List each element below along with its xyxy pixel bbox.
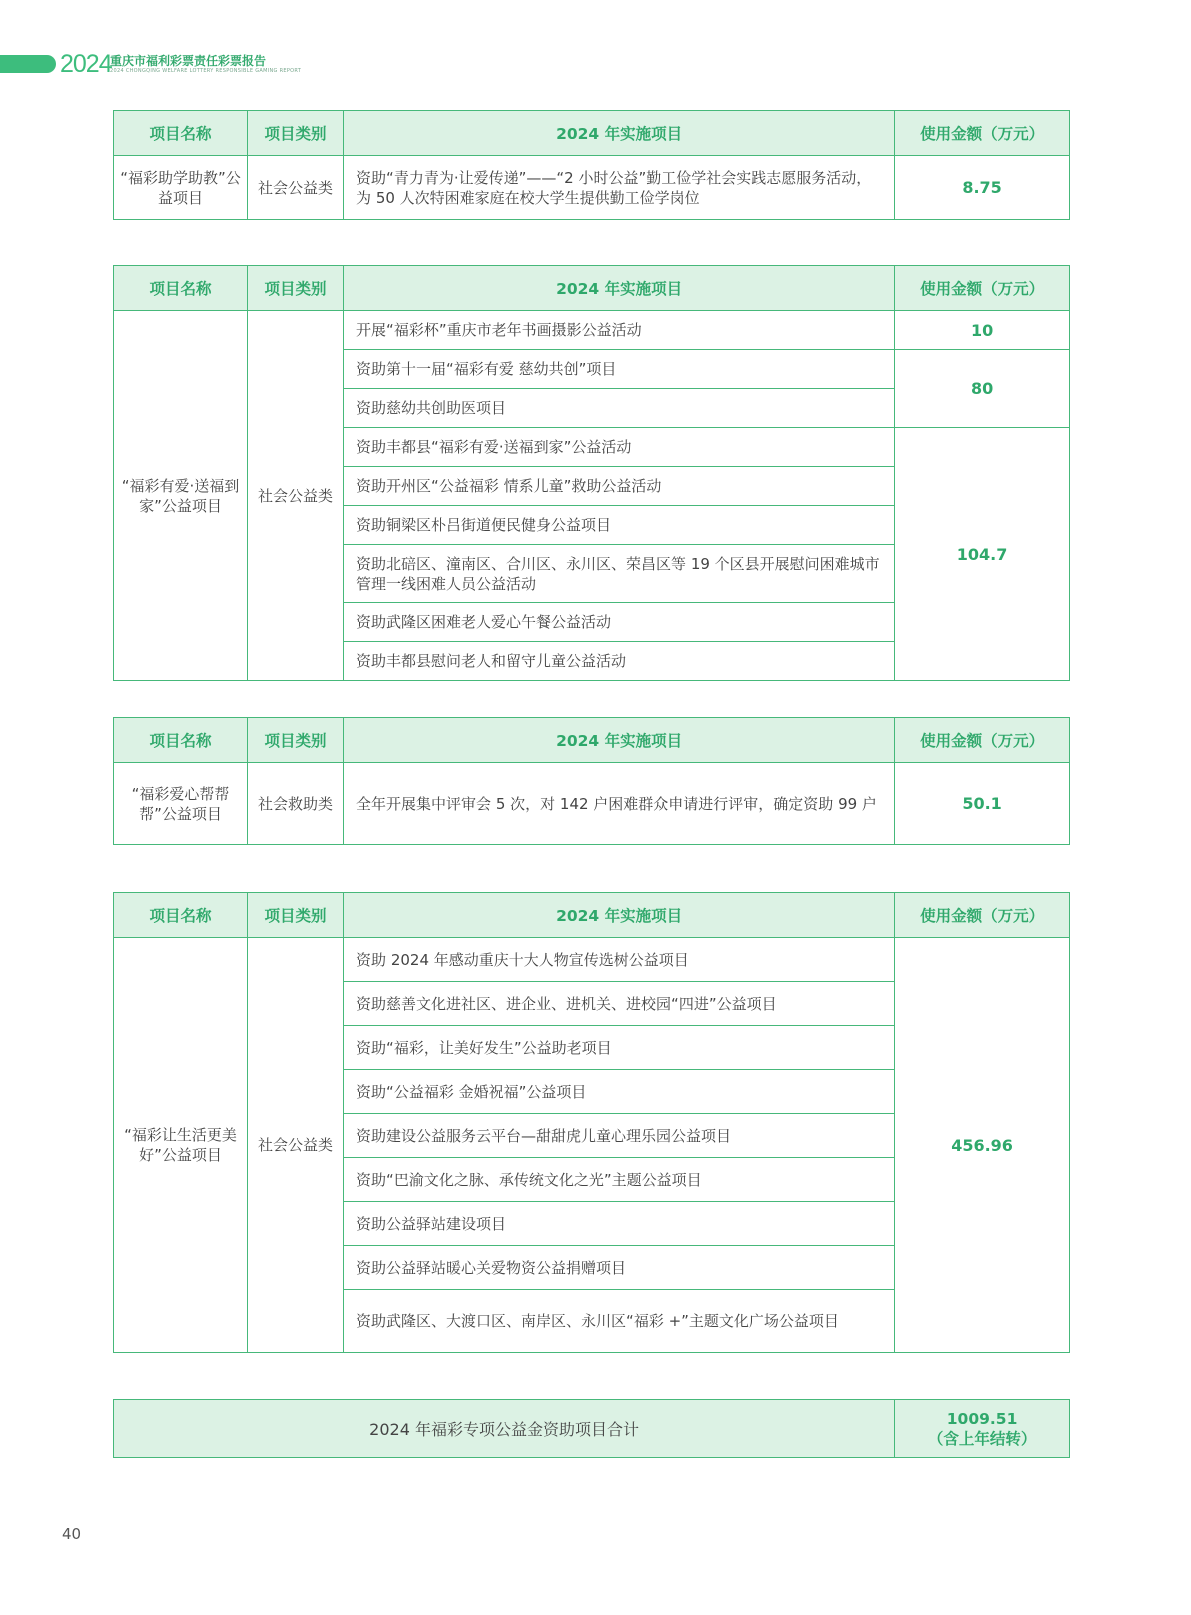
project-amount: 10 — [895, 311, 1070, 350]
total-amount: 1009.51 — [946, 1409, 1018, 1428]
total-row — [114, 1400, 1070, 1458]
table-header-row — [114, 266, 1070, 311]
col-header-items: 2024 年实施项目 — [344, 266, 895, 311]
col-header-amount: 使用金额（万元） — [895, 111, 1070, 156]
col-header-category: 项目类别 — [247, 266, 343, 311]
project-item: 资助“青力青为·让爱传递”——“2 小时公益”勤工俭学社会实践志愿服务活动，为 50 人次特困难家庭在校大学生提供勤工俭学岗位 — [344, 156, 895, 220]
header-accent-bar — [0, 55, 56, 73]
total-amount-note: （含上年结转） — [927, 1429, 1037, 1448]
project-amount: 50.1 — [895, 763, 1070, 845]
project-item: 资助“福彩，让美好发生”公益助老项目 — [344, 1026, 895, 1070]
project-item: 资助慈幼共创助医项目 — [344, 389, 895, 428]
project-table-4 — [113, 892, 1070, 1353]
table-header-row — [114, 718, 1070, 763]
project-category: 社会公益类 — [247, 311, 343, 681]
table-row — [114, 938, 1070, 982]
project-category: 社会救助类 — [247, 763, 343, 845]
project-item: 资助丰都县“福彩有爱·送福到家”公益活动 — [344, 428, 895, 467]
project-amount: 8.75 — [895, 156, 1070, 220]
header-title: 重庆市福利彩票责任彩票报告 — [110, 54, 267, 68]
project-item: 全年开展集中评审会 5 次，对 142 户困难群众申请进行评审，确定资助 99 户 — [344, 763, 895, 845]
col-header-category: 项目类别 — [247, 893, 343, 938]
table-row — [114, 156, 1070, 220]
col-header-name: 项目名称 — [114, 718, 248, 763]
project-item: 资助武隆区、大渡口区、南岸区、永川区“福彩 +”主题文化广场公益项目 — [344, 1290, 895, 1353]
project-item: 开展“福彩杯”重庆市老年书画摄影公益活动 — [344, 311, 895, 350]
project-item: 资助第十一届“福彩有爱 慈幼共创”项目 — [344, 350, 895, 389]
project-item: 资助建设公益服务云平台—甜甜虎儿童心理乐园公益项目 — [344, 1114, 895, 1158]
header-year: 2024 — [60, 50, 112, 78]
project-amount: 104.7 — [895, 428, 1070, 681]
col-header-items: 2024 年实施项目 — [344, 718, 895, 763]
report-header — [0, 52, 420, 78]
col-header-name: 项目名称 — [114, 111, 248, 156]
project-item: 资助慈善文化进社区、进企业、进机关、进校园“四进”公益项目 — [344, 982, 895, 1026]
project-table-3 — [113, 717, 1070, 845]
total-table — [113, 1399, 1070, 1458]
project-item: 资助开州区“公益福彩 情系儿童”救助公益活动 — [344, 467, 895, 506]
project-category: 社会公益类 — [247, 156, 343, 220]
project-amount: 456.96 — [895, 938, 1070, 1353]
table-header-row — [114, 893, 1070, 938]
project-category: 社会公益类 — [247, 938, 343, 1353]
project-item: 资助 2024 年感动重庆十大人物宣传选树公益项目 — [344, 938, 895, 982]
col-header-category: 项目类别 — [247, 718, 343, 763]
project-name: “福彩助学助教”公益项目 — [114, 156, 248, 220]
project-item: 资助丰都县慰问老人和留守儿童公益活动 — [344, 642, 895, 681]
col-header-name: 项目名称 — [114, 893, 248, 938]
project-name: “福彩爱心帮帮帮”公益项目 — [114, 763, 248, 845]
col-header-items: 2024 年实施项目 — [344, 111, 895, 156]
project-name: “福彩让生活更美好”公益项目 — [114, 938, 248, 1353]
col-header-category: 项目类别 — [247, 111, 343, 156]
project-item: 资助“巴渝文化之脉、承传统文化之光”主题公益项目 — [344, 1158, 895, 1202]
table-header-row — [114, 111, 1070, 156]
table-row — [114, 763, 1070, 845]
project-item: 资助铜梁区朴吕街道便民健身公益项目 — [344, 506, 895, 545]
project-table-1 — [113, 110, 1070, 220]
project-item: 资助“公益福彩 金婚祝福”公益项目 — [344, 1070, 895, 1114]
project-item: 资助北碚区、潼南区、合川区、永川区、荣昌区等 19 个区县开展慰问困难城市管理一线困难人员公益活动 — [344, 545, 895, 603]
project-amount: 80 — [895, 350, 1070, 428]
total-amount-cell — [895, 1400, 1070, 1458]
page-number: 40 — [62, 1525, 82, 1543]
project-item: 资助公益驿站暖心关爱物资公益捐赠项目 — [344, 1246, 895, 1290]
table-row — [114, 311, 1070, 350]
col-header-amount: 使用金额（万元） — [895, 893, 1070, 938]
project-item: 资助公益驿站建设项目 — [344, 1202, 895, 1246]
project-table-2 — [113, 265, 1070, 681]
col-header-amount: 使用金额（万元） — [895, 718, 1070, 763]
project-name: “福彩有爱·送福到家”公益项目 — [114, 311, 248, 681]
total-label: 2024 年福彩专项公益金资助项目合计 — [114, 1400, 895, 1458]
header-subtitle: 2024 CHONGQING WELFARE LOTTERY RESPONSIBLE GAMING REPORT — [110, 68, 302, 74]
col-header-items: 2024 年实施项目 — [344, 893, 895, 938]
col-header-amount: 使用金额（万元） — [895, 266, 1070, 311]
col-header-name: 项目名称 — [114, 266, 248, 311]
project-item: 资助武隆区困难老人爱心午餐公益活动 — [344, 603, 895, 642]
